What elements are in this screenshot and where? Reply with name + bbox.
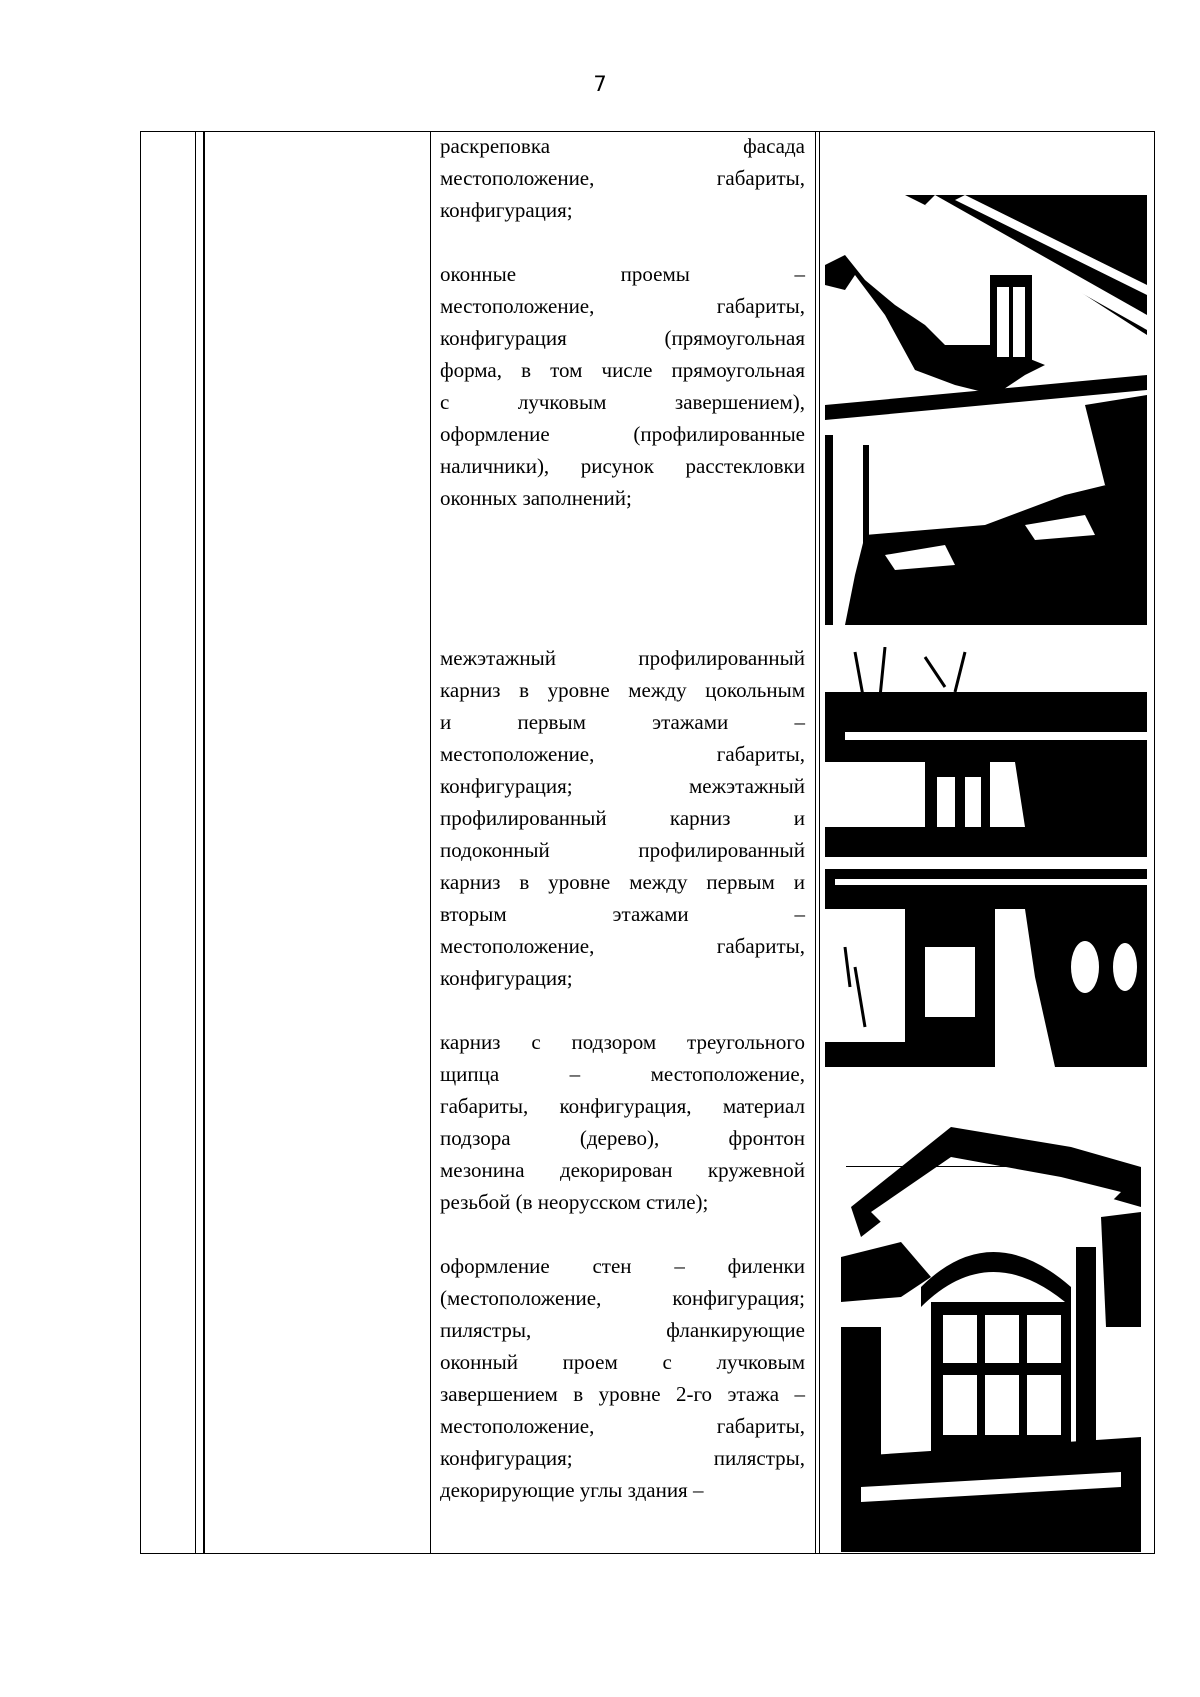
paragraph-line: карниз с подзором треугольного <box>440 1030 805 1054</box>
column-divider-3 <box>430 132 431 1553</box>
paragraph-line: завершением в уровне 2-го этажа – <box>440 1382 805 1406</box>
paragraph-line: оконный проем с лучковым <box>440 1350 805 1374</box>
paragraph-line: конфигурация; межэтажный <box>440 774 805 798</box>
paragraph-line: местоположение, габариты, <box>440 934 805 958</box>
description-table <box>140 131 1155 1554</box>
paragraph-line: оконные проемы – <box>440 262 805 286</box>
paragraph-line: конфигурация (прямоугольная <box>440 326 805 350</box>
paragraph-line: межэтажный профилированный <box>440 646 805 670</box>
paragraph-line: форма, в том числе прямоугольная <box>440 358 805 382</box>
page-number: 7 <box>593 72 607 96</box>
paragraph-line: конфигурация; <box>440 198 573 222</box>
column-divider-2 <box>203 132 205 1553</box>
paragraph-line: оформление стен – филенки <box>440 1254 805 1278</box>
paragraph-wall-decoration <box>440 1250 805 1506</box>
paragraph-line: (местоположение, конфигурация; <box>440 1286 805 1310</box>
paragraph-line: конфигурация; <box>440 966 573 990</box>
paragraph-line: местоположение, габариты, <box>440 294 805 318</box>
mezzanine-window-photo <box>841 1127 1141 1552</box>
paragraph-line: и первым этажами – <box>440 710 805 734</box>
paragraph-gable-cornice <box>440 1026 805 1218</box>
paragraph-line: конфигурация; пилястры, <box>440 1446 805 1470</box>
paragraph-line: раскреповка фасада <box>440 134 805 158</box>
paragraph-line: оформление (профилированные <box>440 422 805 446</box>
paragraph-window-openings <box>440 258 805 514</box>
paragraph-line: щипца – местоположение, <box>440 1062 805 1086</box>
paragraph-line: оконных заполнений; <box>440 486 632 510</box>
paragraph-line: подоконный профилированный <box>440 838 805 862</box>
paragraph-line: декорирующие углы здания – <box>440 1478 704 1502</box>
paragraph-line: местоположение, габариты, <box>440 166 805 190</box>
paragraph-line: профилированный карниз и <box>440 806 805 830</box>
facade-window-photo <box>825 195 1147 625</box>
column-divider-4 <box>815 132 816 1553</box>
column-divider-5 <box>819 132 820 1553</box>
paragraph-line: габариты, конфигурация, материал <box>440 1094 805 1118</box>
column-divider-1 <box>195 132 196 1553</box>
paragraph-line: мезонина декорирован кружевной <box>440 1158 805 1182</box>
paragraph-line: местоположение, габариты, <box>440 1414 805 1438</box>
paragraph-line: пилястры, фланкирующие <box>440 1318 805 1342</box>
paragraph-line: вторым этажами – <box>440 902 805 926</box>
cornice-photo <box>825 647 1147 1067</box>
paragraph-line: карниз в уровне между первым и <box>440 870 805 894</box>
paragraph-interfloor-cornice <box>440 642 805 994</box>
paragraph-facade-projection <box>440 130 805 226</box>
paragraph-line: местоположение, габариты, <box>440 742 805 766</box>
paragraph-line: с лучковым завершением), <box>440 390 805 414</box>
paragraph-line: резьбой (в неорусском стиле); <box>440 1190 709 1214</box>
paragraph-line: наличники), рисунок расстекловки <box>440 454 805 478</box>
photo-separator-line <box>846 1166 1011 1167</box>
paragraph-line: подзора (дерево), фронтон <box>440 1126 805 1150</box>
paragraph-line: карниз в уровне между цокольным <box>440 678 805 702</box>
